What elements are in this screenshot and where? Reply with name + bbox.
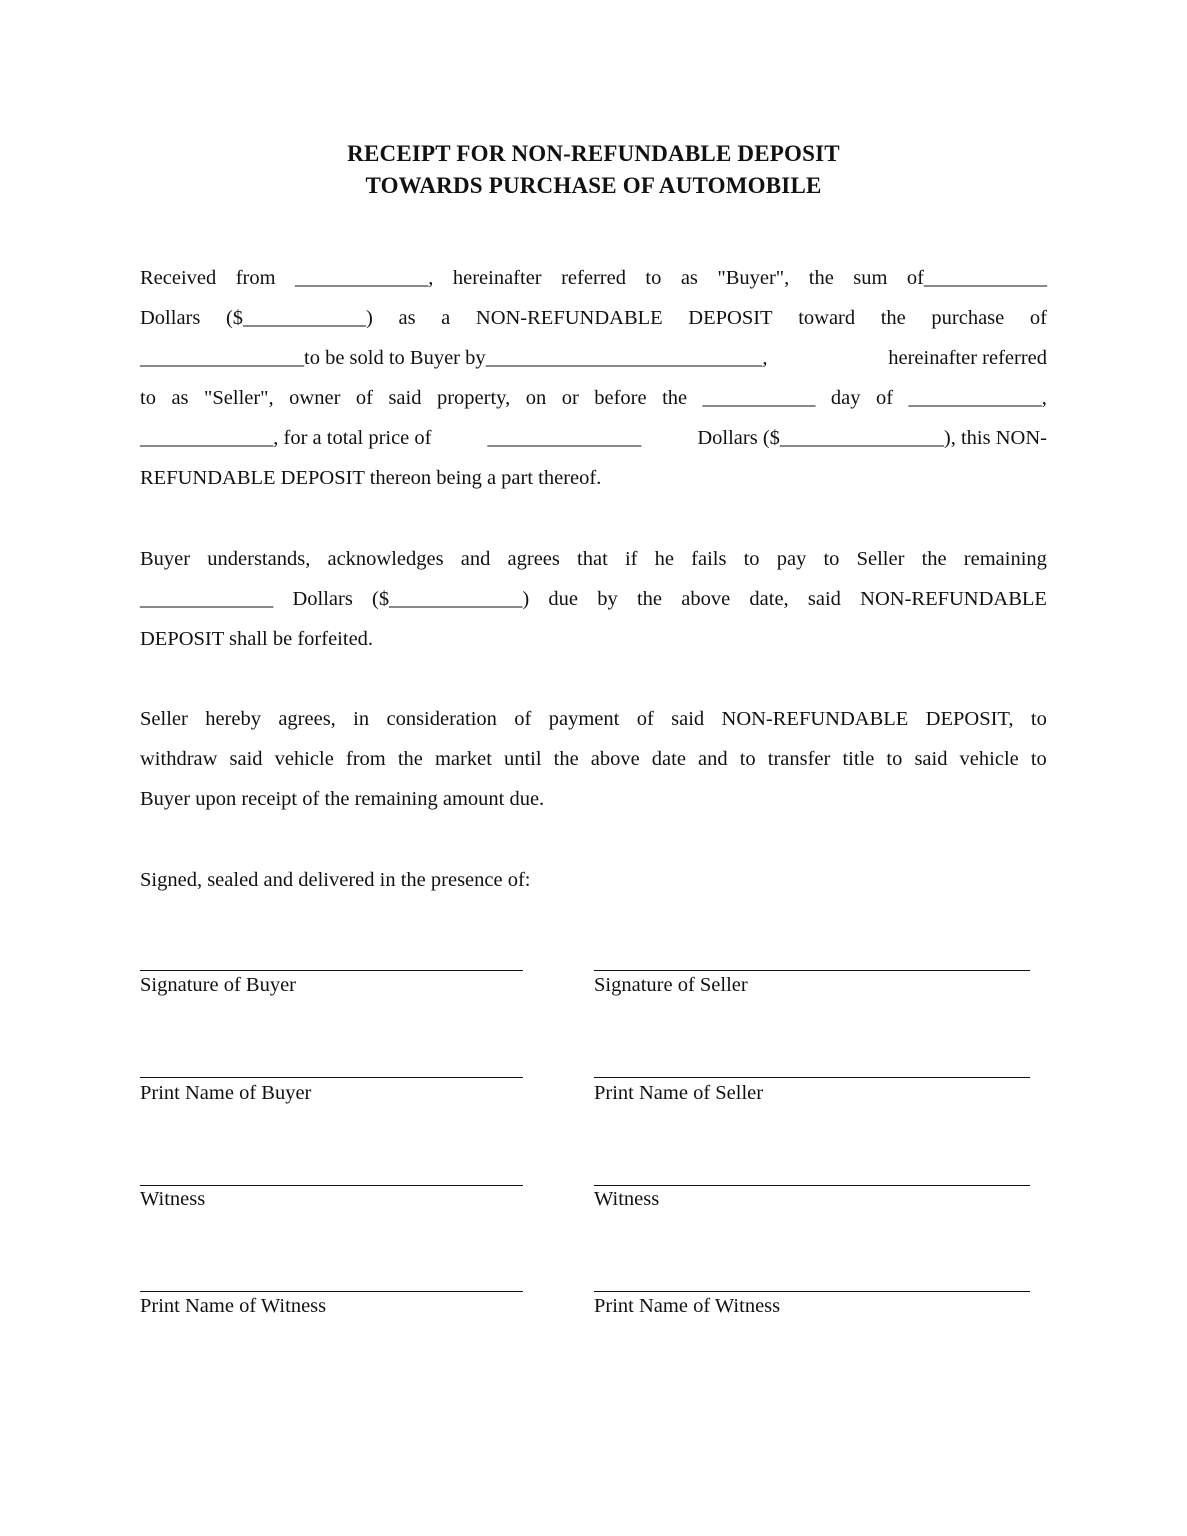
document-title-line2: TOWARDS PURCHASE OF AUTOMOBILE [365,173,822,198]
paragraph-word: on [525,387,547,409]
paragraph-word: toward [798,307,856,329]
paragraph-word: vehicle [274,748,334,770]
paragraph-word: and [460,548,491,570]
paragraph-word: to [823,548,840,570]
paragraph-word: NON-REFUNDABLE [721,708,909,730]
paragraph-word: due [548,588,579,610]
seller-print-name-label: Print Name of Seller [594,1082,764,1104]
paragraph-word: above [681,588,731,610]
paragraph-word: vehicle [959,748,1019,770]
witness-print-label-right: Print Name of Witness [594,1295,781,1317]
paragraph-word: fails [691,548,727,570]
receipt-paragraph [140,258,1047,498]
paragraph-word: _____________, for a total price of [140,427,432,449]
seller-agreement-paragraph [140,699,1047,819]
paragraph-word: that [577,548,608,570]
seller-signature-label: Signature of Seller [594,974,748,996]
paragraph-word: to [1030,708,1047,730]
buyer-print-name-line [140,1077,523,1078]
paragraph-word: Dollars [292,588,353,610]
paragraph-word: before [594,387,647,409]
paragraph-word: purchase [931,307,1005,329]
paragraph-word: said [914,748,948,770]
buyer-signature-label: Signature of Buyer [140,974,296,996]
paragraph-word: Buyer [140,548,191,570]
paragraph-word: to [886,748,903,770]
paragraph-word: or [561,387,579,409]
paragraph-word: payment [548,708,620,730]
paragraph-word: as [680,267,698,289]
paragraph-word: of [514,708,532,730]
paragraph-word: day [830,387,861,409]
paragraph-word: the [397,748,423,770]
paragraph-word: title [842,748,875,770]
paragraph-word: of [1029,307,1047,329]
paragraph-word: said [229,748,263,770]
paragraph-word: consideration [386,708,497,730]
paragraph-line [140,539,1047,579]
paragraph-word: he [654,548,674,570]
paragraph-word: until [503,748,542,770]
paragraph-word: to [140,387,156,409]
paragraph-word: _____________, [908,387,1047,409]
paragraph-word: ___________ [702,387,816,409]
paragraph-word: property, [436,387,511,409]
paragraph-word: Dollars [140,307,201,329]
paragraph-line: Buyer upon receipt of the remaining amount due. [140,788,545,810]
paragraph-word: Dollars ($________________), this NON- [697,427,1047,449]
paragraph-word: "Seller", [204,387,274,409]
paragraph-word: if [624,548,638,570]
paragraph-word: of [355,387,373,409]
paragraph-word: NON-REFUNDABLE [860,588,1047,610]
witness-line-left [140,1185,523,1186]
document-title-line1: RECEIPT FOR NON-REFUNDABLE DEPOSIT [347,141,840,166]
paragraph-word: from [345,748,386,770]
paragraph-word: NON-REFUNDABLE [475,307,663,329]
witness-print-line-right [594,1291,1030,1292]
paragraph-word: the [880,307,906,329]
paragraph-word: the [662,387,688,409]
paragraph-line [140,418,1047,458]
paragraph-word: said [388,387,422,409]
paragraph-word: the [636,588,663,610]
paragraph-word: said [807,588,841,610]
paragraph-line [140,699,1047,739]
paragraph-word: remaining [963,548,1047,570]
paragraph-word: as [398,307,416,329]
paragraph-word: above [590,748,640,770]
paragraph-word: of____________ [906,267,1047,289]
paragraph-word: to [1030,748,1047,770]
paragraph-word: date, [749,588,789,610]
paragraph-word: in [353,708,370,730]
paragraph-word: hereinafter referred [888,347,1047,369]
paragraph-word: understands, [207,548,311,570]
forfeit-paragraph [140,539,1047,659]
paragraph-word: _______________ [487,427,642,449]
paragraph-word: hereby [205,708,261,730]
paragraph-word: agrees, [278,708,336,730]
paragraph-word: DEPOSIT [688,307,773,329]
paragraph-word: ($____________) [225,307,373,329]
witness-label-right: Witness [594,1188,660,1210]
witness-label-left: Witness [140,1188,206,1210]
paragraph-word: sum [853,267,888,289]
paragraph-word: acknowledges [327,548,444,570]
presence-statement [140,860,1047,900]
paragraph-word: of [875,387,894,409]
paragraph-word: hereinafter [452,267,542,289]
paragraph-word: as [171,387,189,409]
paragraph-word: by [597,588,618,610]
paragraph-word: _____________ [140,588,274,610]
paragraph-line: Signed, sealed and delivered in the presence of: [140,869,531,891]
buyer-signature-line [140,970,523,971]
paragraph-line: DEPOSIT shall be forfeited. [140,628,374,650]
paragraph-line [140,338,1047,378]
paragraph-word: the [808,267,834,289]
seller-print-name-line [594,1077,1030,1078]
paragraph-word: pay [776,548,807,570]
paragraph-word: of [636,708,654,730]
paragraph-word: Seller [140,708,188,730]
paragraph-word: transfer [767,748,831,770]
paragraph-line [140,739,1047,779]
paragraph-word: and [698,748,728,770]
witness-line-right [594,1185,1030,1186]
paragraph-word: agrees [507,548,560,570]
paragraph-word: the [553,748,579,770]
paragraph-line: REFUNDABLE DEPOSIT thereon being a part thereof. [140,467,602,489]
paragraph-word: market [434,748,492,770]
paragraph-word: to [739,748,756,770]
paragraph-word: Seller [856,548,905,570]
paragraph-word: the [921,548,947,570]
paragraph-word: DEPOSIT, [925,708,1014,730]
paragraph-word: referred [561,267,626,289]
paragraph-word: withdraw [140,748,218,770]
witness-print-line-left [140,1291,523,1292]
paragraph-word: to [743,548,760,570]
paragraph-line [140,298,1047,338]
paragraph-word: Received [140,267,217,289]
paragraph-word: a [441,307,451,329]
witness-print-label-left: Print Name of Witness [140,1295,327,1317]
paragraph-word: "Buyer", [717,267,790,289]
paragraph-word: ________________to be sold to Buyer by___________________________, [140,347,768,369]
paragraph-line [140,258,1047,298]
paragraph-word: _____________, [295,267,434,289]
paragraph-word: date [651,748,686,770]
paragraph-word: ($_____________) [372,588,530,610]
paragraph-word: owner [289,387,341,409]
paragraph-word: to [645,267,662,289]
paragraph-line [140,579,1047,619]
paragraph-line [140,378,1047,418]
buyer-print-name-label: Print Name of Buyer [140,1082,312,1104]
seller-signature-line [594,970,1030,971]
paragraph-word: said [671,708,705,730]
paragraph-word: from [235,267,276,289]
